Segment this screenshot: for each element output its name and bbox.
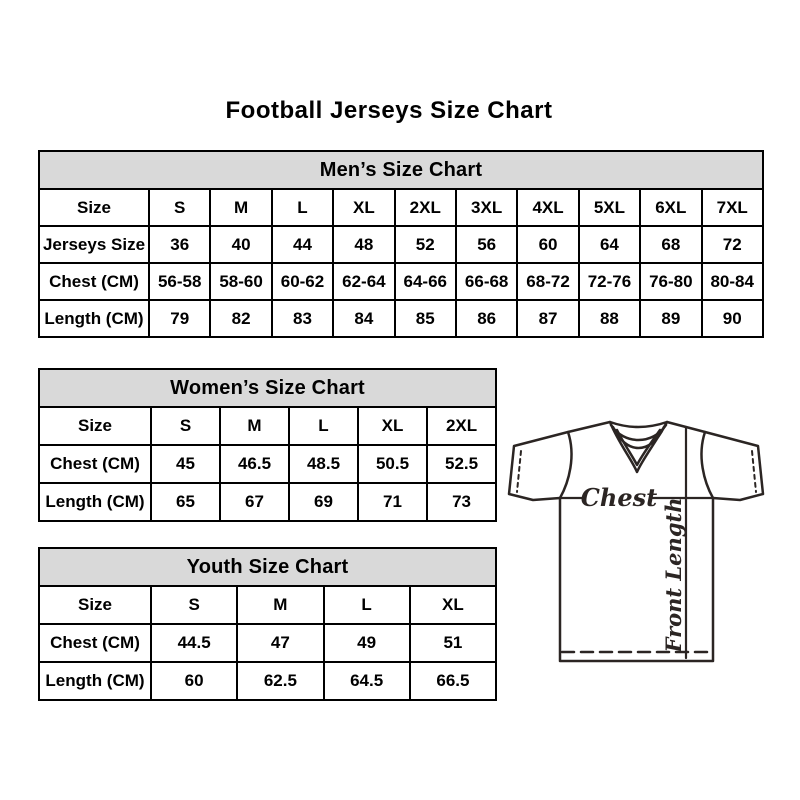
- table-cell: 50.5: [358, 445, 427, 483]
- size-column-header: 3XL: [456, 189, 517, 226]
- row-label: Chest (CM): [39, 624, 151, 662]
- table-cell: 86: [456, 300, 517, 337]
- table-cell: 62-64: [333, 263, 394, 300]
- table-cell: 79: [149, 300, 210, 337]
- table-cell: 68-72: [517, 263, 578, 300]
- table-cell: 46.5: [220, 445, 289, 483]
- table-header-row: [39, 369, 496, 407]
- page-title: Football Jerseys Size Chart: [225, 97, 553, 124]
- table-header-row: [39, 548, 496, 586]
- row-label: Chest (CM): [39, 445, 151, 483]
- table-cell: 47: [237, 624, 323, 662]
- table-cell: 60: [151, 662, 237, 700]
- table-row: [39, 624, 496, 662]
- row-label: Chest (CM): [39, 263, 149, 300]
- table-cell: 72-76: [579, 263, 640, 300]
- table-cell: 66-68: [456, 263, 517, 300]
- jersey-diagram-svg: [505, 412, 765, 672]
- table-cell: 52.5: [427, 445, 496, 483]
- table-row: [39, 445, 496, 483]
- size-column-header: 2XL: [395, 189, 456, 226]
- table-cell: 45: [151, 445, 220, 483]
- size-column-header: 2XL: [427, 407, 496, 445]
- table-cell: 44.5: [151, 624, 237, 662]
- size-column-header: M: [237, 586, 323, 624]
- size-column-header: 7XL: [702, 189, 763, 226]
- table-cell: 48: [333, 226, 394, 263]
- womens-table-title: Women’s Size Chart: [39, 369, 496, 407]
- mens-size-table: [38, 150, 764, 338]
- table-cell: 48.5: [289, 445, 358, 483]
- table-cell: 36: [149, 226, 210, 263]
- table-cell: 82: [210, 300, 271, 337]
- table-cell: 44: [272, 226, 333, 263]
- table-header-row: [39, 151, 763, 189]
- front-length-label: Front Length: [661, 497, 686, 653]
- size-column-header: XL: [410, 586, 496, 624]
- table-row: [39, 189, 763, 226]
- table-cell: 85: [395, 300, 456, 337]
- size-column-header: M: [210, 189, 271, 226]
- size-column-header: L: [324, 586, 410, 624]
- size-column-header: XL: [358, 407, 427, 445]
- table-cell: 40: [210, 226, 271, 263]
- size-column-header: 4XL: [517, 189, 578, 226]
- jersey-measurement-diagram: [505, 412, 765, 672]
- table-cell: 51: [410, 624, 496, 662]
- table-row: [39, 226, 763, 263]
- table-cell: 73: [427, 483, 496, 521]
- row-label: Size: [39, 189, 149, 226]
- table-cell: 88: [579, 300, 640, 337]
- size-column-header: S: [151, 586, 237, 624]
- table-cell: 64: [579, 226, 640, 263]
- table-row: [39, 662, 496, 700]
- table-row: [39, 300, 763, 337]
- table-cell: 71: [358, 483, 427, 521]
- jersey-outline: [509, 422, 763, 661]
- size-column-header: L: [289, 407, 358, 445]
- table-cell: 66.5: [410, 662, 496, 700]
- womens-size-table: [38, 368, 497, 522]
- table-cell: 60: [517, 226, 578, 263]
- youth-size-table: [38, 547, 497, 701]
- table-cell: 49: [324, 624, 410, 662]
- table-cell: 64.5: [324, 662, 410, 700]
- size-column-header: L: [272, 189, 333, 226]
- size-column-header: XL: [333, 189, 394, 226]
- size-column-header: 6XL: [640, 189, 701, 226]
- table-cell: 76-80: [640, 263, 701, 300]
- table-cell: 72: [702, 226, 763, 263]
- size-column-header: 5XL: [579, 189, 640, 226]
- table-cell: 52: [395, 226, 456, 263]
- row-label: Size: [39, 407, 151, 445]
- table-cell: 58-60: [210, 263, 271, 300]
- table-row: [39, 263, 763, 300]
- table-row: [39, 586, 496, 624]
- table-row: [39, 483, 496, 521]
- size-column-header: S: [149, 189, 210, 226]
- table-cell: 65: [151, 483, 220, 521]
- row-label: Length (CM): [39, 662, 151, 700]
- table-cell: 90: [702, 300, 763, 337]
- table-cell: 56: [456, 226, 517, 263]
- table-cell: 84: [333, 300, 394, 337]
- size-column-header: S: [151, 407, 220, 445]
- table-cell: 67: [220, 483, 289, 521]
- row-label: Jerseys Size: [39, 226, 149, 263]
- table-cell: 56-58: [149, 263, 210, 300]
- chest-label: Chest: [580, 483, 658, 512]
- table-cell: 89: [640, 300, 701, 337]
- row-label: Size: [39, 586, 151, 624]
- size-column-header: M: [220, 407, 289, 445]
- mens-table-title: Men’s Size Chart: [39, 151, 763, 189]
- table-cell: 83: [272, 300, 333, 337]
- row-label: Length (CM): [39, 300, 149, 337]
- table-cell: 87: [517, 300, 578, 337]
- table-cell: 68: [640, 226, 701, 263]
- table-cell: 64-66: [395, 263, 456, 300]
- youth-table-title: Youth Size Chart: [39, 548, 496, 586]
- table-cell: 62.5: [237, 662, 323, 700]
- table-cell: 80-84: [702, 263, 763, 300]
- row-label: Length (CM): [39, 483, 151, 521]
- table-cell: 69: [289, 483, 358, 521]
- table-row: [39, 407, 496, 445]
- table-cell: 60-62: [272, 263, 333, 300]
